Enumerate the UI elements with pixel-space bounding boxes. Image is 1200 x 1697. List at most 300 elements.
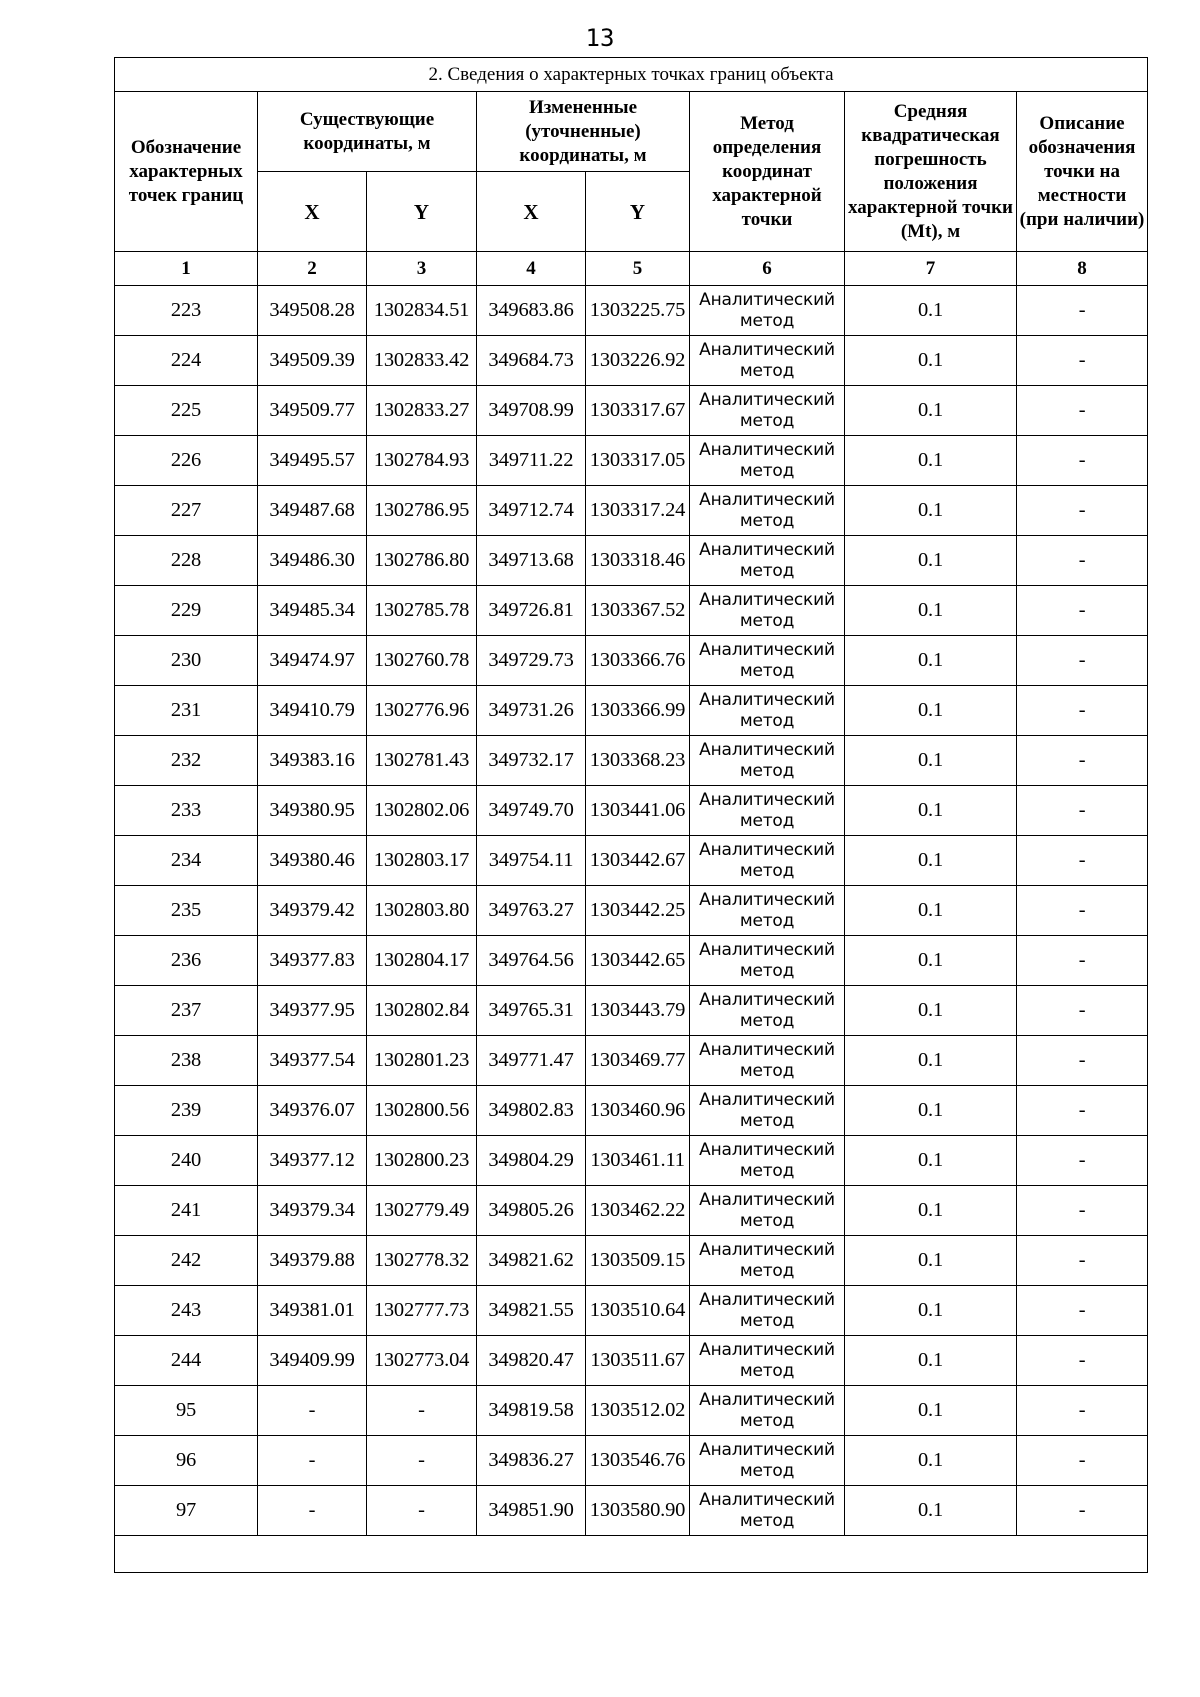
header-row	[115, 92, 1148, 172]
error-cell: 0.1	[845, 936, 1017, 986]
header-existing-x: X	[258, 172, 367, 252]
error-cell: 0.1	[845, 1436, 1017, 1486]
description-cell: -	[1017, 486, 1148, 536]
method-text-line2: метод	[739, 1210, 795, 1231]
method-cell	[690, 1336, 845, 1386]
changed-x-cell: 349820.47	[477, 1336, 586, 1386]
method-text-line1: Аналитический	[699, 1089, 835, 1110]
description-cell: -	[1017, 1336, 1148, 1386]
description-cell: -	[1017, 1486, 1148, 1536]
point-cell: 223	[115, 286, 258, 336]
method-cell	[690, 386, 845, 436]
method-text-line1: Аналитический	[699, 539, 835, 560]
method-cell	[690, 1286, 845, 1336]
existing-y-cell: 1302800.56	[367, 1086, 477, 1136]
error-cell: 0.1	[845, 286, 1017, 336]
section-title: 2. Сведения о характерных точках границ объекта	[115, 58, 1148, 92]
table-row	[115, 636, 1148, 686]
error-cell: 0.1	[845, 1236, 1017, 1286]
method-text-line1: Аналитический	[699, 389, 835, 410]
method-text-line1: Аналитический	[699, 1389, 835, 1410]
error-cell: 0.1	[845, 1186, 1017, 1236]
table-row	[115, 986, 1148, 1036]
method-text-line2: метод	[739, 1260, 795, 1281]
table-row	[115, 1236, 1148, 1286]
column-number: 6	[690, 252, 845, 286]
method-text-line2: метод	[739, 410, 795, 431]
changed-x-cell: 349684.73	[477, 336, 586, 386]
method-text-line1: Аналитический	[699, 589, 835, 610]
error-cell: 0.1	[845, 486, 1017, 536]
changed-y-cell: 1303442.25	[586, 886, 690, 936]
method-cell	[690, 886, 845, 936]
changed-x-cell: 349764.56	[477, 936, 586, 986]
changed-x-cell: 349731.26	[477, 686, 586, 736]
existing-y-cell: 1302800.23	[367, 1136, 477, 1186]
method-text-line2: метод	[739, 1460, 795, 1481]
point-cell: 228	[115, 536, 258, 586]
table-row	[115, 1486, 1148, 1536]
changed-x-cell: 349819.58	[477, 1386, 586, 1436]
table-row	[115, 536, 1148, 586]
point-cell: 241	[115, 1186, 258, 1236]
method-text-line1: Аналитический	[699, 689, 835, 710]
method-text-line2: метод	[739, 1110, 795, 1131]
table-row	[115, 1086, 1148, 1136]
existing-y-cell: 1302773.04	[367, 1336, 477, 1386]
method-cell	[690, 686, 845, 736]
error-cell: 0.1	[845, 1136, 1017, 1186]
point-cell: 243	[115, 1286, 258, 1336]
existing-x-cell: -	[258, 1436, 367, 1486]
method-cell	[690, 436, 845, 486]
method-text-line1: Аналитический	[699, 289, 835, 310]
point-cell: 95	[115, 1386, 258, 1436]
header-existing-coordinates: Существующие координаты, м	[258, 92, 477, 172]
method-text-line2: метод	[739, 1310, 795, 1331]
table-bottom-row	[115, 1536, 1148, 1573]
existing-x-cell: 349508.28	[258, 286, 367, 336]
method-text-line1: Аналитический	[699, 789, 835, 810]
point-cell: 240	[115, 1136, 258, 1186]
method-text-line2: метод	[739, 460, 795, 481]
error-cell: 0.1	[845, 1086, 1017, 1136]
existing-x-cell: 349485.34	[258, 586, 367, 636]
method-text-line2: метод	[739, 910, 795, 931]
point-cell: 235	[115, 886, 258, 936]
existing-x-cell: 349509.39	[258, 336, 367, 386]
existing-y-cell: 1302778.32	[367, 1236, 477, 1286]
changed-x-cell: 349805.26	[477, 1186, 586, 1236]
changed-y-cell: 1303442.65	[586, 936, 690, 986]
method-text-line1: Аналитический	[699, 1489, 835, 1510]
description-cell: -	[1017, 436, 1148, 486]
column-number: 3	[367, 252, 477, 286]
existing-y-cell: 1302786.80	[367, 536, 477, 586]
existing-x-cell: 349474.97	[258, 636, 367, 686]
method-cell	[690, 1136, 845, 1186]
existing-y-cell: 1302781.43	[367, 736, 477, 786]
table-row	[115, 1286, 1148, 1336]
description-cell: -	[1017, 836, 1148, 886]
point-cell: 234	[115, 836, 258, 886]
table-row	[115, 786, 1148, 836]
changed-x-cell: 349851.90	[477, 1486, 586, 1536]
changed-y-cell: 1303317.67	[586, 386, 690, 436]
changed-x-cell: 349771.47	[477, 1036, 586, 1086]
header-point-designation: Обозначение характерных точек границ	[115, 92, 258, 252]
changed-y-cell: 1303469.77	[586, 1036, 690, 1086]
header-changed-coordinates: Измененные (уточненные) координаты, м	[477, 92, 690, 172]
existing-y-cell: 1302760.78	[367, 636, 477, 686]
error-cell: 0.1	[845, 386, 1017, 436]
error-cell: 0.1	[845, 636, 1017, 686]
description-cell: -	[1017, 586, 1148, 636]
description-cell: -	[1017, 1186, 1148, 1236]
description-cell: -	[1017, 1136, 1148, 1186]
changed-x-cell: 349726.81	[477, 586, 586, 636]
method-text-line2: метод	[739, 360, 795, 381]
method-text-line1: Аналитический	[699, 889, 835, 910]
changed-y-cell: 1303225.75	[586, 286, 690, 336]
column-number: 1	[115, 252, 258, 286]
method-text-line1: Аналитический	[699, 439, 835, 460]
changed-y-cell: 1303366.76	[586, 636, 690, 686]
table-row	[115, 686, 1148, 736]
changed-x-cell: 349802.83	[477, 1086, 586, 1136]
point-cell: 239	[115, 1086, 258, 1136]
point-cell: 97	[115, 1486, 258, 1536]
description-cell: -	[1017, 986, 1148, 1036]
header-mean-square-error: Средняя квадратическая погрешность положения характерной точки (Mt), м	[845, 92, 1017, 252]
existing-y-cell: 1302803.17	[367, 836, 477, 886]
existing-y-cell: 1302834.51	[367, 286, 477, 336]
existing-x-cell: 349495.57	[258, 436, 367, 486]
existing-x-cell: 349376.07	[258, 1086, 367, 1136]
changed-x-cell: 349712.74	[477, 486, 586, 536]
existing-x-cell: 349409.99	[258, 1336, 367, 1386]
table-row	[115, 386, 1148, 436]
empty-cell	[115, 1536, 1148, 1573]
method-text-line2: метод	[739, 810, 795, 831]
changed-y-cell: 1303510.64	[586, 1286, 690, 1336]
changed-y-cell: 1303367.52	[586, 586, 690, 636]
point-cell: 229	[115, 586, 258, 636]
method-cell	[690, 336, 845, 386]
changed-y-cell: 1303511.67	[586, 1336, 690, 1386]
changed-y-cell: 1303460.96	[586, 1086, 690, 1136]
changed-y-cell: 1303442.67	[586, 836, 690, 886]
existing-x-cell: 349377.54	[258, 1036, 367, 1086]
point-cell: 227	[115, 486, 258, 536]
existing-y-cell: 1302776.96	[367, 686, 477, 736]
error-cell: 0.1	[845, 1486, 1017, 1536]
method-text-line2: метод	[739, 710, 795, 731]
table-row	[115, 1436, 1148, 1486]
point-cell: 237	[115, 986, 258, 1036]
point-cell: 233	[115, 786, 258, 836]
changed-y-cell: 1303512.02	[586, 1386, 690, 1436]
header-point-description: Описание обозначения точки на местности (при наличии)	[1017, 92, 1148, 252]
existing-x-cell: 349487.68	[258, 486, 367, 536]
description-cell: -	[1017, 1236, 1148, 1286]
method-cell	[690, 536, 845, 586]
column-number: 5	[586, 252, 690, 286]
method-text-line1: Аналитический	[699, 989, 835, 1010]
table-row	[115, 436, 1148, 486]
method-cell	[690, 586, 845, 636]
table-row	[115, 486, 1148, 536]
point-cell: 224	[115, 336, 258, 386]
method-text-line2: метод	[739, 1060, 795, 1081]
error-cell: 0.1	[845, 586, 1017, 636]
error-cell: 0.1	[845, 1286, 1017, 1336]
existing-y-cell: 1302833.42	[367, 336, 477, 386]
header-method: Метод определения координат характерной точки	[690, 92, 845, 252]
changed-x-cell: 349732.17	[477, 736, 586, 786]
existing-x-cell: 349379.88	[258, 1236, 367, 1286]
error-cell: 0.1	[845, 986, 1017, 1036]
existing-x-cell: 349377.12	[258, 1136, 367, 1186]
error-cell: 0.1	[845, 536, 1017, 586]
method-text-line1: Аналитический	[699, 339, 835, 360]
existing-y-cell: 1302785.78	[367, 586, 477, 636]
error-cell: 0.1	[845, 686, 1017, 736]
changed-x-cell: 349821.62	[477, 1236, 586, 1286]
method-text-line2: метод	[739, 1360, 795, 1381]
error-cell: 0.1	[845, 1336, 1017, 1386]
table-row	[115, 886, 1148, 936]
changed-y-cell: 1303462.22	[586, 1186, 690, 1236]
changed-x-cell: 349804.29	[477, 1136, 586, 1186]
changed-y-cell: 1303368.23	[586, 736, 690, 786]
existing-x-cell: 349377.83	[258, 936, 367, 986]
changed-y-cell: 1303546.76	[586, 1436, 690, 1486]
column-number: 2	[258, 252, 367, 286]
changed-y-cell: 1303461.11	[586, 1136, 690, 1186]
changed-y-cell: 1303580.90	[586, 1486, 690, 1536]
method-text-line2: метод	[739, 610, 795, 631]
method-text-line2: метод	[739, 1010, 795, 1031]
method-cell	[690, 486, 845, 536]
method-cell	[690, 936, 845, 986]
method-cell	[690, 1236, 845, 1286]
changed-y-cell: 1303226.92	[586, 336, 690, 386]
point-cell: 96	[115, 1436, 258, 1486]
method-cell	[690, 1486, 845, 1536]
description-cell: -	[1017, 1286, 1148, 1336]
description-cell: -	[1017, 1086, 1148, 1136]
boundary-points-table	[114, 57, 1148, 1573]
section-title-row	[115, 58, 1148, 92]
error-cell: 0.1	[845, 836, 1017, 886]
error-cell: 0.1	[845, 436, 1017, 486]
table-row	[115, 286, 1148, 336]
existing-x-cell: 349381.01	[258, 1286, 367, 1336]
description-cell: -	[1017, 886, 1148, 936]
changed-x-cell: 349713.68	[477, 536, 586, 586]
header-existing-y: Y	[367, 172, 477, 252]
method-cell	[690, 1386, 845, 1436]
method-text-line2: метод	[739, 510, 795, 531]
description-cell: -	[1017, 286, 1148, 336]
changed-x-cell: 349711.22	[477, 436, 586, 486]
changed-y-cell: 1303441.06	[586, 786, 690, 836]
existing-y-cell: 1302801.23	[367, 1036, 477, 1086]
table-row	[115, 936, 1148, 986]
method-text-line1: Аналитический	[699, 1189, 835, 1210]
method-cell	[690, 836, 845, 886]
point-cell: 226	[115, 436, 258, 486]
point-cell: 232	[115, 736, 258, 786]
description-cell: -	[1017, 786, 1148, 836]
table-row	[115, 1386, 1148, 1436]
table-row	[115, 736, 1148, 786]
changed-x-cell: 349765.31	[477, 986, 586, 1036]
method-text-line1: Аналитический	[699, 1289, 835, 1310]
table-row	[115, 1036, 1148, 1086]
method-text-line1: Аналитический	[699, 1039, 835, 1060]
changed-y-cell: 1303443.79	[586, 986, 690, 1036]
changed-y-cell: 1303318.46	[586, 536, 690, 586]
point-cell: 236	[115, 936, 258, 986]
method-text-line2: метод	[739, 560, 795, 581]
method-text-line1: Аналитический	[699, 1139, 835, 1160]
description-cell: -	[1017, 386, 1148, 436]
table-row	[115, 586, 1148, 636]
page-number: 13	[585, 24, 615, 52]
description-cell: -	[1017, 1036, 1148, 1086]
existing-y-cell: 1302803.80	[367, 886, 477, 936]
method-cell	[690, 1036, 845, 1086]
description-cell: -	[1017, 936, 1148, 986]
changed-x-cell: 349683.86	[477, 286, 586, 336]
existing-x-cell: -	[258, 1486, 367, 1536]
error-cell: 0.1	[845, 886, 1017, 936]
error-cell: 0.1	[845, 786, 1017, 836]
description-cell: -	[1017, 336, 1148, 386]
table-row	[115, 336, 1148, 386]
existing-x-cell: 349380.95	[258, 786, 367, 836]
method-text-line1: Аналитический	[699, 1339, 835, 1360]
changed-x-cell: 349729.73	[477, 636, 586, 686]
method-text-line1: Аналитический	[699, 739, 835, 760]
existing-x-cell: 349509.77	[258, 386, 367, 436]
method-text-line2: метод	[739, 1410, 795, 1431]
method-text-line2: метод	[739, 1160, 795, 1181]
existing-x-cell: 349379.34	[258, 1186, 367, 1236]
column-number: 7	[845, 252, 1017, 286]
description-cell: -	[1017, 536, 1148, 586]
method-text-line2: метод	[739, 660, 795, 681]
method-cell	[690, 1436, 845, 1486]
existing-x-cell: 349380.46	[258, 836, 367, 886]
method-text-line1: Аналитический	[699, 1239, 835, 1260]
method-text-line1: Аналитический	[699, 939, 835, 960]
error-cell: 0.1	[845, 736, 1017, 786]
changed-x-cell: 349821.55	[477, 1286, 586, 1336]
header-changed-y: Y	[586, 172, 690, 252]
existing-x-cell: 349383.16	[258, 736, 367, 786]
method-cell	[690, 786, 845, 836]
existing-y-cell: -	[367, 1386, 477, 1436]
existing-x-cell: 349377.95	[258, 986, 367, 1036]
changed-y-cell: 1303317.05	[586, 436, 690, 486]
error-cell: 0.1	[845, 1386, 1017, 1436]
method-cell	[690, 986, 845, 1036]
description-cell: -	[1017, 736, 1148, 786]
description-cell: -	[1017, 1436, 1148, 1486]
existing-y-cell: -	[367, 1486, 477, 1536]
method-text-line2: метод	[739, 860, 795, 881]
table-row	[115, 1186, 1148, 1236]
point-cell: 230	[115, 636, 258, 686]
existing-y-cell: 1302777.73	[367, 1286, 477, 1336]
existing-x-cell: 349410.79	[258, 686, 367, 736]
method-text-line1: Аналитический	[699, 639, 835, 660]
column-number-row	[115, 252, 1148, 286]
existing-y-cell: 1302802.06	[367, 786, 477, 836]
method-cell	[690, 636, 845, 686]
changed-x-cell: 349749.70	[477, 786, 586, 836]
changed-y-cell: 1303509.15	[586, 1236, 690, 1286]
description-cell: -	[1017, 686, 1148, 736]
method-text-line2: метод	[739, 1510, 795, 1531]
method-cell	[690, 1186, 845, 1236]
changed-x-cell: 349836.27	[477, 1436, 586, 1486]
point-cell: 231	[115, 686, 258, 736]
method-text-line1: Аналитический	[699, 489, 835, 510]
point-cell: 225	[115, 386, 258, 436]
changed-y-cell: 1303366.99	[586, 686, 690, 736]
existing-x-cell: 349486.30	[258, 536, 367, 586]
point-cell: 238	[115, 1036, 258, 1086]
error-cell: 0.1	[845, 1036, 1017, 1086]
description-cell: -	[1017, 636, 1148, 686]
table-row	[115, 1136, 1148, 1186]
method-text-line2: метод	[739, 960, 795, 981]
point-cell: 244	[115, 1336, 258, 1386]
method-text-line1: Аналитический	[699, 839, 835, 860]
column-number: 8	[1017, 252, 1148, 286]
column-number: 4	[477, 252, 586, 286]
table-row	[115, 836, 1148, 886]
existing-y-cell: 1302786.95	[367, 486, 477, 536]
changed-x-cell: 349763.27	[477, 886, 586, 936]
changed-y-cell: 1303317.24	[586, 486, 690, 536]
existing-y-cell: 1302804.17	[367, 936, 477, 986]
table-row	[115, 1336, 1148, 1386]
existing-x-cell: -	[258, 1386, 367, 1436]
existing-x-cell: 349379.42	[258, 886, 367, 936]
error-cell: 0.1	[845, 336, 1017, 386]
method-cell	[690, 736, 845, 786]
existing-y-cell: 1302784.93	[367, 436, 477, 486]
method-cell	[690, 286, 845, 336]
existing-y-cell: 1302802.84	[367, 986, 477, 1036]
method-text-line1: Аналитический	[699, 1439, 835, 1460]
method-cell	[690, 1086, 845, 1136]
method-text-line2: метод	[739, 310, 795, 331]
existing-y-cell: 1302779.49	[367, 1186, 477, 1236]
point-cell: 242	[115, 1236, 258, 1286]
header-changed-x: X	[477, 172, 586, 252]
changed-x-cell: 349754.11	[477, 836, 586, 886]
method-text-line2: метод	[739, 760, 795, 781]
existing-y-cell: 1302833.27	[367, 386, 477, 436]
existing-y-cell: -	[367, 1436, 477, 1486]
description-cell: -	[1017, 1386, 1148, 1436]
